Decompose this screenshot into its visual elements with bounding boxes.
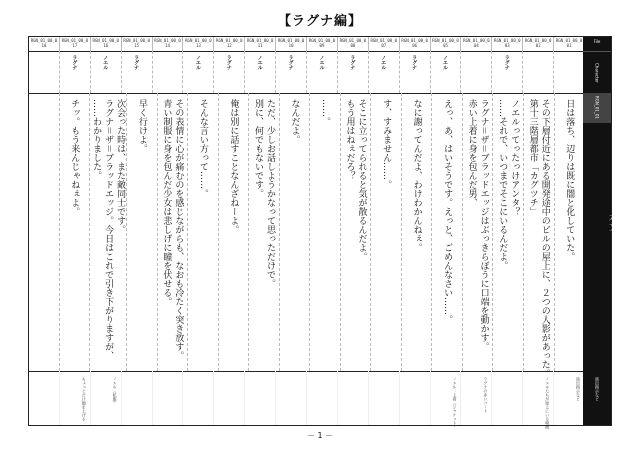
note-cell — [492, 371, 523, 425]
character-cell — [29, 51, 60, 93]
script-line: 第十三階層都市「カグツチ」 — [527, 99, 538, 216]
script-line: ラグナ＝ザ＝ブラッドエッジはぶっきらぼうに口端を動かす。 — [478, 99, 489, 352]
text-cell — [188, 93, 219, 371]
text-cell — [219, 93, 250, 371]
script-line: ただ、少しお話しようかなって思っただけで。 — [264, 99, 275, 288]
text-cell — [280, 93, 311, 371]
text-cell — [158, 93, 189, 371]
character-cell — [245, 51, 276, 93]
line-id: RGN_01_00_006 — [400, 37, 431, 51]
line-id: RGN_01_00_018 — [29, 37, 60, 51]
text-cell — [555, 93, 586, 371]
line-id: RGN_01_00_007 — [369, 37, 400, 51]
character-name: ラグナ — [503, 55, 510, 70]
id-row — [29, 37, 585, 52]
note-cell — [91, 371, 122, 425]
note-cell — [60, 371, 91, 425]
line-id: RGN_01_00_009 — [307, 37, 338, 51]
text-cell — [29, 93, 60, 371]
note-cell — [245, 371, 276, 425]
character-cell — [307, 51, 338, 93]
header-sidebar — [583, 37, 617, 425]
line-id: RGN_01_00_016 — [91, 37, 122, 51]
character-name: ノエル — [442, 55, 449, 70]
character-label: Character — [594, 63, 600, 83]
direction-note: ノエル（私服） — [112, 377, 118, 405]
direction-note: ノエルたちが屋上にいる場面 — [545, 377, 551, 429]
script-line: 赤い上着に身を包んだ男、 — [466, 99, 477, 207]
script-line: チッ。もう来んじゃねぇよ。 — [69, 99, 80, 216]
text-cell — [402, 93, 433, 371]
note-cell — [29, 371, 60, 425]
character-name: ラグナ — [349, 55, 356, 70]
character-name: ラグナ — [71, 55, 78, 70]
character-cell — [492, 51, 523, 93]
script-line: もう用はねぇだろ？ — [344, 99, 355, 180]
note-cell — [369, 371, 400, 425]
character-cell — [554, 51, 585, 93]
script-line: なに謝ってんだよ、わけわかんねぇ。 — [411, 99, 422, 252]
character-cell — [338, 51, 369, 93]
character-cell — [122, 51, 153, 93]
character-name: ノエル — [380, 55, 387, 70]
script-line: えっ、あ、はいそうです。えっと、ごめんなさい……。 — [442, 99, 453, 324]
line-id: RGN_01_00_005 — [431, 37, 462, 51]
character-name: ノエル — [194, 55, 201, 70]
text-cell — [341, 93, 372, 371]
character-name: ラグナ — [287, 55, 294, 70]
note-cell — [214, 371, 245, 425]
text-cell — [60, 93, 91, 371]
honbun-label: 本文 — [607, 213, 617, 231]
script-line: その表情に心が痛むのを感じながらも、なおも冷たく突き放す。 — [173, 99, 184, 360]
script-line: 俺は別に話すことなんざねーよ。 — [228, 99, 239, 234]
note-cell — [400, 371, 431, 425]
direction-note: 演出指示など — [576, 377, 582, 401]
text-cell — [524, 93, 555, 378]
direction-note: ちょっとだけ顔を上げる — [81, 377, 87, 421]
character-cell — [153, 51, 184, 93]
line-id: RGN_01_00_001 — [554, 37, 585, 51]
character-cell — [214, 51, 245, 93]
note-label: 演出指示など — [595, 377, 600, 401]
text-cell — [90, 93, 127, 371]
line-id: RGN_01_00_017 — [60, 37, 91, 51]
note-cell — [307, 371, 338, 425]
script-line: 次会った時は、また敵同士です。 — [115, 99, 126, 234]
character-cell — [276, 51, 307, 93]
direction-note: ラグナの赤いコート — [483, 377, 489, 413]
character-cell — [183, 51, 214, 93]
character-cell — [461, 51, 492, 93]
file-label: File — [593, 39, 601, 44]
script-line: 日は落ち、辺りは既に闇と化していた。 — [564, 99, 575, 261]
character-cell — [431, 51, 462, 93]
line-id: RGN_01_00_003 — [492, 37, 523, 51]
script-line: ……それで、いつまでそこにいるんだよ。 — [497, 99, 508, 270]
script-line: そんな言い方って……。 — [197, 99, 208, 198]
text-cell — [249, 93, 280, 371]
character-cell — [369, 51, 400, 93]
script-line: ……。 — [320, 99, 331, 126]
note-cell — [122, 371, 153, 425]
line-id: RGN_01_00_008 — [338, 37, 369, 51]
character-name: ラグナ — [411, 55, 418, 70]
character-header — [583, 51, 611, 95]
line-id: RGN_01_00_012 — [214, 37, 245, 51]
line-id: RGN_01_00_002 — [523, 37, 554, 51]
line-id: RGN_01_00_014 — [153, 37, 184, 51]
line-id: RGN_01_00_010 — [276, 37, 307, 51]
line-id: RGN_01_00_013 — [183, 37, 214, 51]
note-row — [29, 371, 585, 429]
text-cell — [371, 93, 402, 371]
note-cell — [276, 371, 307, 425]
script-line: ラグナ＝ザ＝ブラッドエッジ。今日はこれで引き下がりますが、 — [103, 99, 114, 361]
character-cell — [523, 51, 554, 93]
character-name: ノエル — [318, 55, 325, 70]
script-line: 別に、何でもないです。 — [252, 99, 263, 198]
script-line: ……わかりました。 — [91, 99, 102, 180]
script-sheet — [28, 36, 617, 429]
script-line: す、すみません……。 — [381, 99, 392, 189]
character-name: ノエル — [102, 55, 109, 70]
id-label: RGN_01_01 — [594, 96, 600, 120]
note-cell — [338, 371, 369, 425]
text-cell — [127, 93, 158, 371]
character-name: ラグナ — [225, 55, 232, 70]
script-line: ノエルってったっけアンタ？ — [509, 99, 520, 216]
text-cell — [432, 93, 463, 371]
note-cell — [554, 371, 585, 425]
text-cell — [463, 93, 494, 371]
script-line: 青い制服に身を包んだ少女は悲しげに瞳を伏せる。 — [161, 99, 172, 306]
character-cell — [91, 51, 122, 93]
text-cell — [310, 93, 341, 371]
character-name: ノエル — [256, 55, 263, 70]
note-cell — [523, 371, 554, 429]
script-line: その下層付近にある開発途中のビルの屋上に、２つの人影があった。 — [539, 99, 550, 378]
note-cell — [461, 371, 492, 425]
character-cell — [60, 51, 91, 93]
page-number: － 1 － — [306, 431, 334, 440]
line-id: RGN_01_00_015 — [122, 37, 153, 51]
character-cell — [400, 51, 431, 93]
id-header — [583, 93, 611, 123]
character-name: ラグナ — [133, 55, 140, 70]
line-id: RGN_01_00_004 — [461, 37, 492, 51]
note-cell — [431, 371, 462, 429]
script-line: 早く行けよ。 — [136, 99, 147, 153]
direction-note: ノエル：上着（ジャケット） — [452, 377, 458, 429]
line-id: RGN_01_00_011 — [245, 37, 276, 51]
note-header — [583, 377, 611, 401]
text-cell — [493, 93, 524, 371]
script-line: そこに立ってられると気が散るんだよ。 — [356, 99, 367, 261]
note-cell — [153, 371, 184, 425]
character-row — [29, 51, 585, 94]
page-title: 【ラグナ編】 — [277, 14, 362, 29]
note-cell — [183, 371, 214, 425]
script-line: なんだよ。 — [289, 99, 300, 144]
text-row — [29, 93, 585, 378]
